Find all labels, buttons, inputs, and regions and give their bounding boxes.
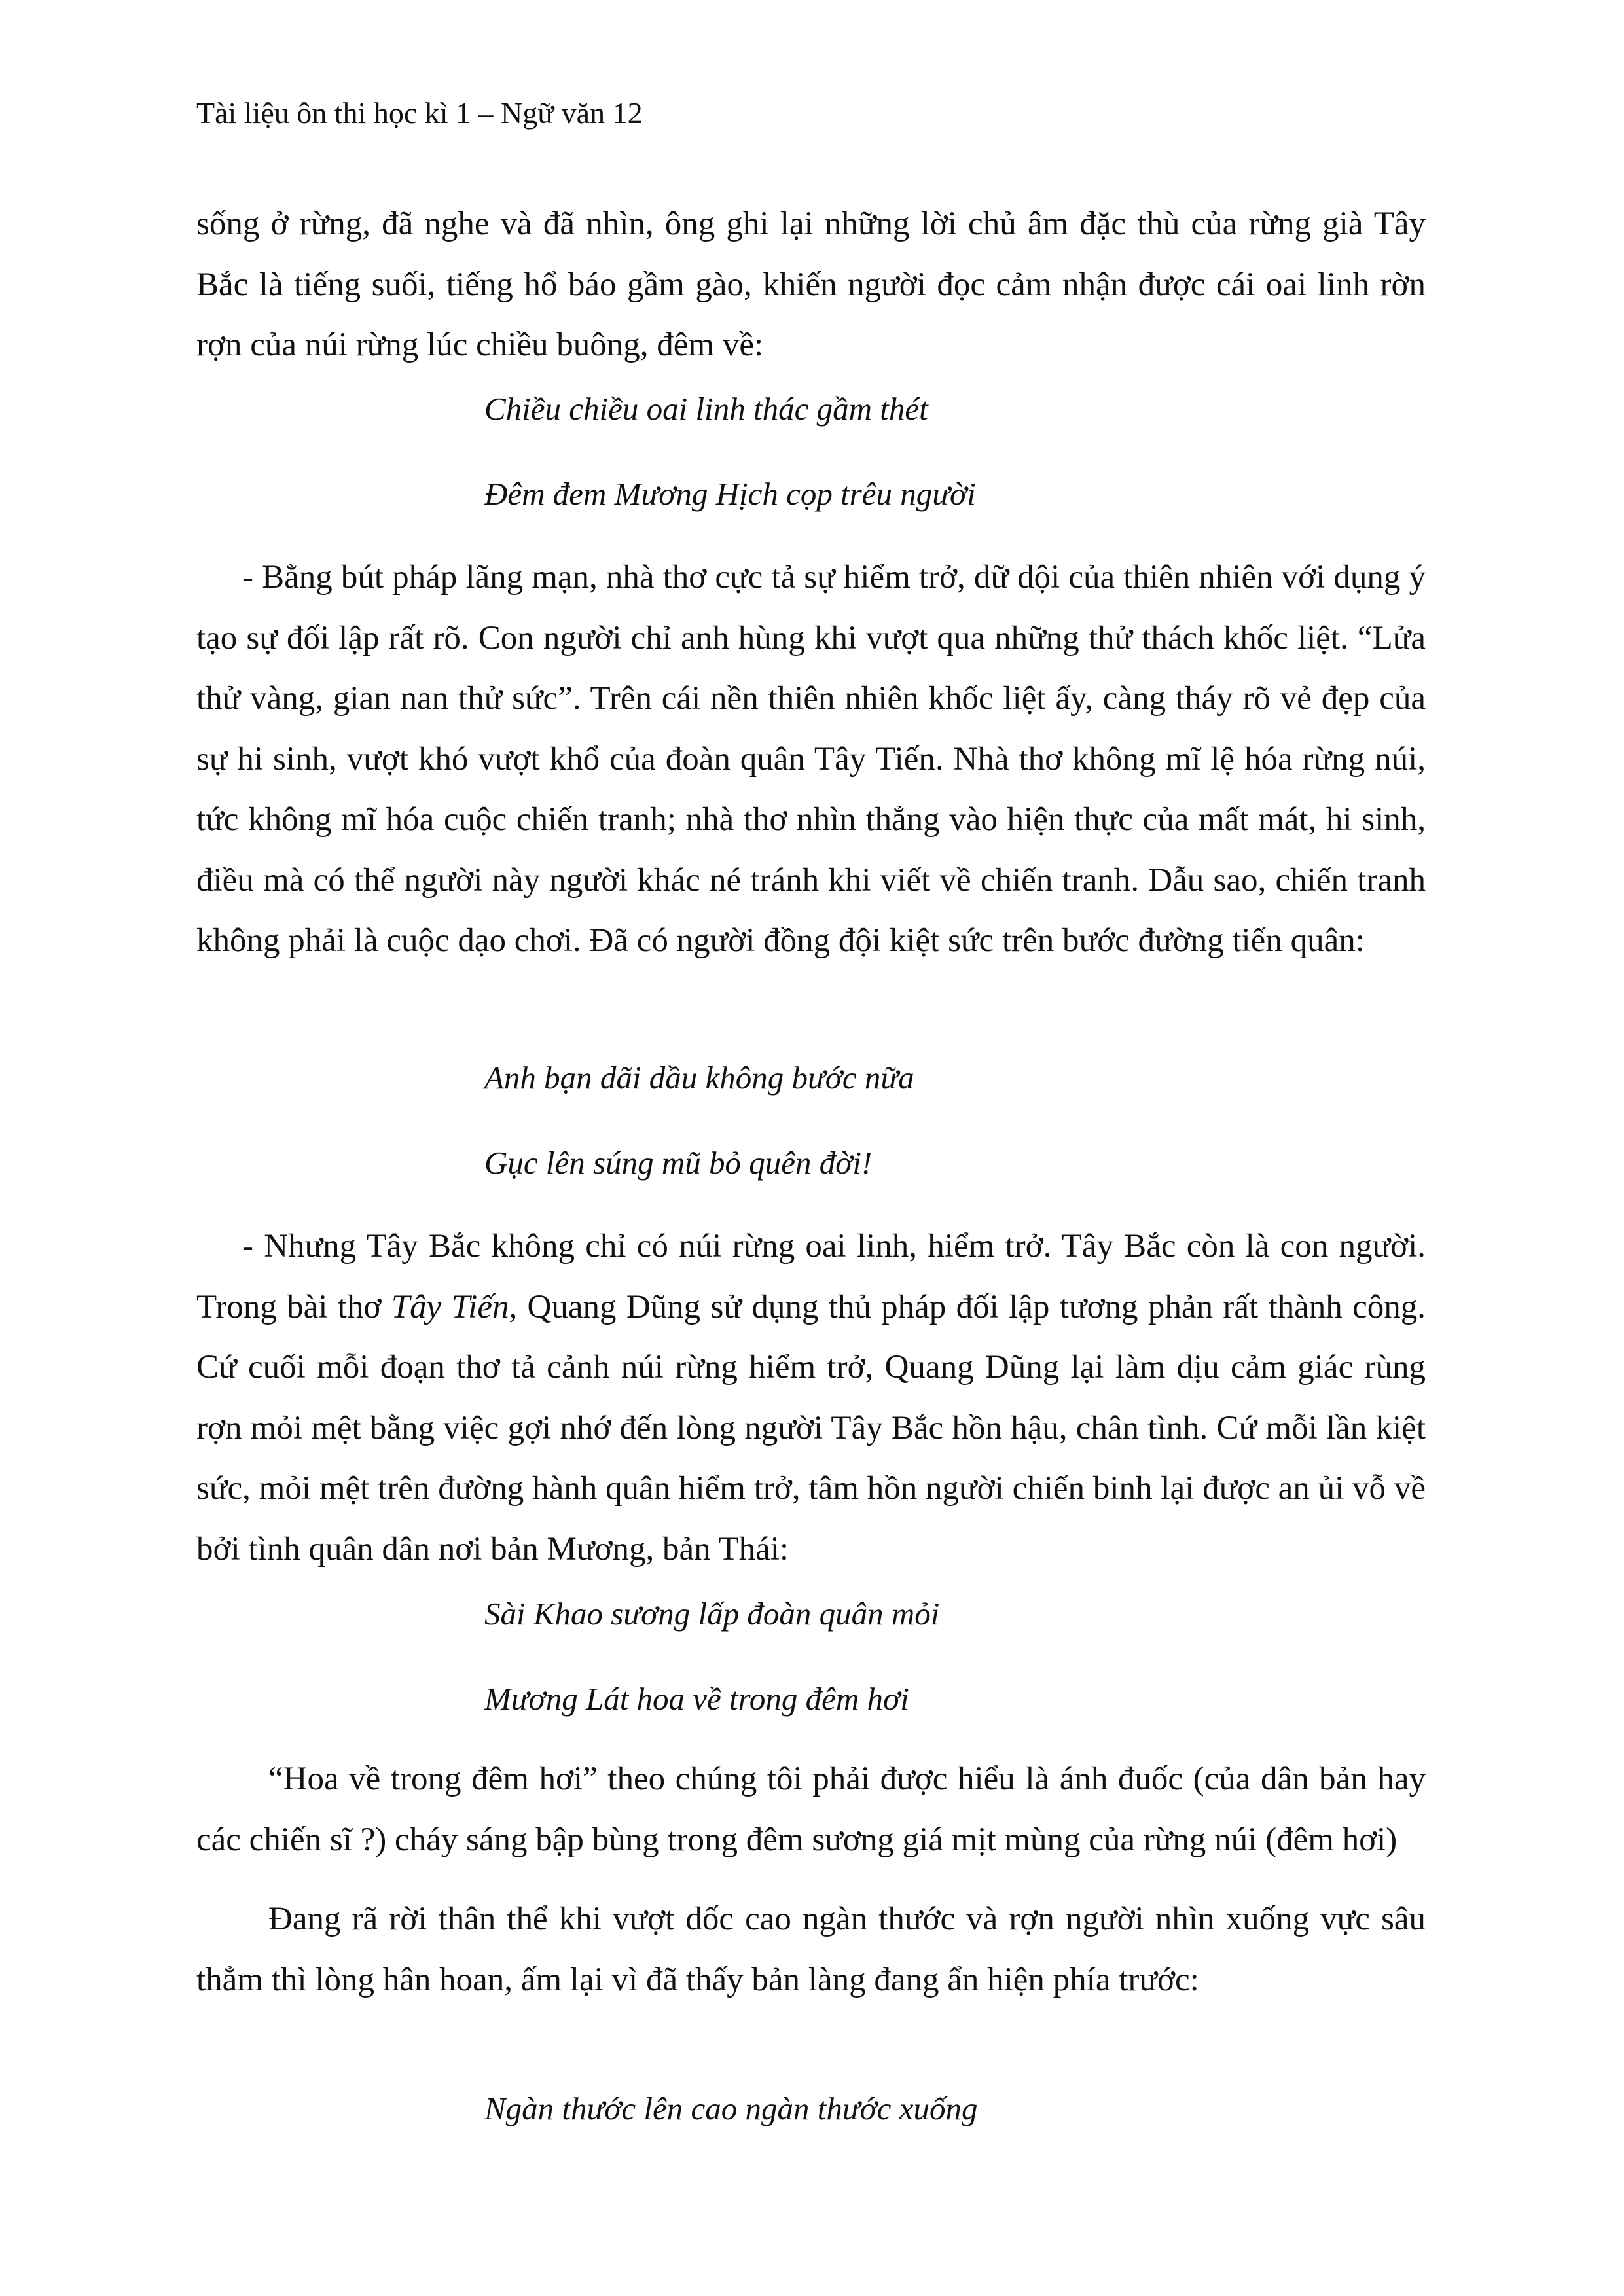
verse-line-7: Ngàn thước lên cao ngàn thước xuống bbox=[484, 2090, 978, 2126]
paragraph-5: Đang rã rời thân thể khi vượt dốc cao ngàn thước và rợn người nhìn xuống vực sâu thẳm thì lòng hân hoan, ấm lại vì đã thấy bản làng đang ẩn hiện phía trước: bbox=[196, 1901, 1426, 1998]
verse-line-6: Mương Lát hoa về trong đêm hơi bbox=[484, 1681, 909, 1717]
paragraph-3 bbox=[196, 1216, 1426, 1579]
verse-line-4: Gục lên súng mũ bỏ quên đời! bbox=[484, 1145, 873, 1181]
paragraph-3-text-a: - Nhưng Tây Bắc không chỉ có núi rừng oai linh, hiểm trở. Tây Bắc còn là con người. Trong bài thơ bbox=[196, 1228, 1426, 1325]
paragraph-1: sống ở rừng, đã nghe và đã nhìn, ông ghi lại những lời chủ âm đặc thù của rừng già Tây Bắc là tiếng suối, tiếng hổ báo gầm gào, khiến người đọc cảm nhận được cái oai linh rờn rợn của núi rừng lúc chiều buông, đêm về: bbox=[196, 206, 1426, 363]
paragraph-2: - Bằng bút pháp lãng mạn, nhà thơ cực tả sự hiểm trở, dữ dội của thiên nhiên với dụng ý tạo sự đối lập rất rõ. Con người chỉ anh hùng khi vượt qua những thử thách khốc liệt. “Lửa thử vàng, gian nan thử sức”. Trên cái nền thiên nhiên khốc liệt ấy, càng tháy rõ vẻ đẹp của sự hi sinh, vượt khó vượt khổ của đoàn quân Tây Tiến. Nhà thơ không mĩ lệ hóa rừng núi, tức không mĩ hóa cuộc chiến tranh; nhà thơ nhìn thẳng vào hiện thực của mất mát, hi sinh, điều mà có thể người này người khác né tránh khi viết về chiến tranh. Dẫu sao, chiến tranh không phải là cuộc dạo chơi. Đã có người đồng đội kiệt sức trên bước đường tiến quân: bbox=[196, 559, 1426, 959]
paragraph-3-text-b: Quang Dũng sử dụng thủ pháp đối lập tương phản rất thành công. Cứ cuối mỗi đoạn thơ tả cảnh núi rừng hiểm trở, Quang Dũng lại làm dịu cảm giác rùng rợn mỏi mệt bằng việc gợi nhớ đến lòng người Tây Bắc hồn hậu, chân tình. Cứ mỗi lần kiệt sức, mỏi mệt trên đường hành quân hiểm trở, tâm hồn người chiến binh lại được an ủi vỗ về bởi tình quân dân nơi bản Mương, bản Thái: bbox=[196, 1288, 1426, 1568]
verse-line-5: Sài Khao sương lấp đoàn quân mỏi bbox=[484, 1596, 940, 1632]
page-header: Tài liệu ôn thi học kì 1 – Ngữ văn 12 bbox=[196, 96, 643, 130]
verse-line-2: Đêm đem Mương Hịch cọp trêu người bbox=[484, 476, 976, 512]
verse-line-3: Anh bạn dãi dầu không bước nữa bbox=[484, 1060, 914, 1096]
verse-line-1: Chiều chiều oai linh thác gầm thét bbox=[484, 391, 928, 427]
poem-title-tay-tien: Tây Tiến, bbox=[391, 1288, 518, 1325]
paragraph-4: “Hoa về trong đêm hơi” theo chúng tôi phải được hiểu là ánh đuốc (của dân bản hay các chiến sĩ ?) cháy sáng bập bùng trong đêm sương giá mịt mùng của rừng núi (đêm hơi) bbox=[196, 1761, 1426, 1858]
